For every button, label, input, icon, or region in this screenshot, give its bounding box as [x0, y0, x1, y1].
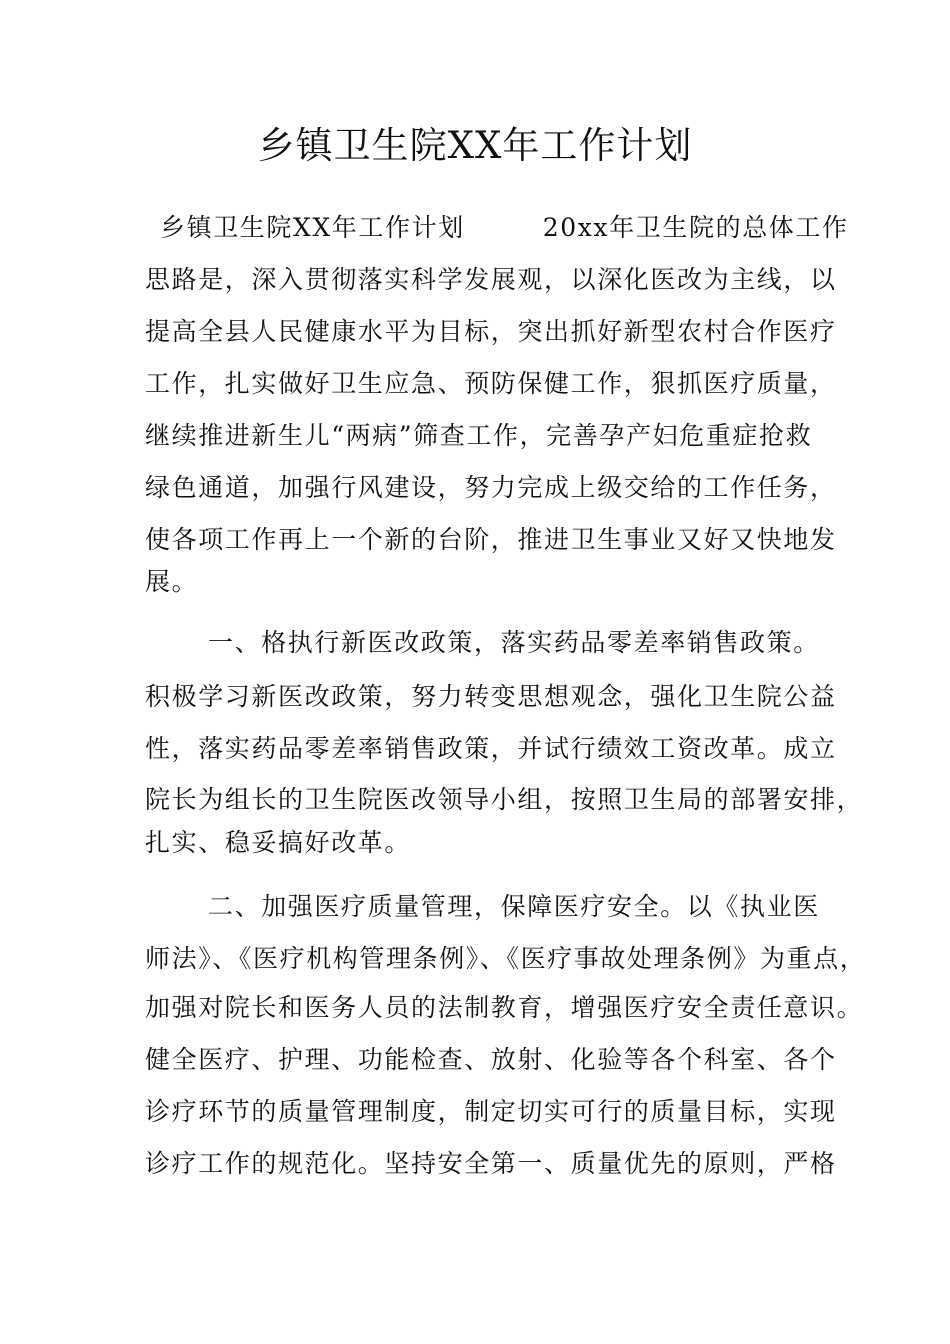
- intro-first-line-rest: 20xx年卫生院的总体工作: [542, 213, 849, 242]
- intro-line-2: 思路是，深入贯彻落实科学发展观，以深化医改为主线，以: [145, 265, 837, 294]
- intro-line-3: 提高全县人民健康水平为目标，突出抓好新型农村合作医疗: [145, 317, 837, 346]
- section2-heading-line: 二、加强医疗质量管理，保障医疗安全。以《执业医: [208, 892, 820, 921]
- section2-line-3: 加强对院长和医务人员的法制教育，增强医疗安全责任意识。: [145, 993, 864, 1022]
- section2-line-4: 健全医疗、护理、功能检查、放射、化验等各个科室、各个: [145, 1045, 837, 1074]
- section2-line-2: 师法》、《医疗机构管理条例》、《医疗事故处理条例》为重点，: [145, 944, 867, 973]
- section1-line-4: 院长为组长的卫生院医改领导小组，按照卫生局的部署安排，: [145, 785, 864, 814]
- section1-line-3: 性，落实药品零差率销售政策，并试行绩效工资改革。成立: [145, 734, 837, 763]
- intro-line-5: 继续推进新生儿“两病”筛查工作，完善孕产妇危重症抢救: [145, 421, 813, 450]
- intro-line-8: 展。: [145, 567, 199, 596]
- section1-heading-line: 一、格执行新医改政策，落实药品零差率销售政策。: [208, 628, 820, 657]
- section1-line-5: 扎实、稳妥搞好改革。: [145, 828, 412, 857]
- intro-line-4: 工作，扎实做好卫生应急、预防保健工作，狠抓医疗质量，: [145, 369, 837, 398]
- intro-line-7: 使各项工作再上一个新的台阶，推进卫生事业又好又快地发: [145, 525, 837, 554]
- intro-line-6: 绿色通道，加强行风建设，努力完成上级交给的工作任务，: [145, 473, 837, 502]
- intro-lead-text: 乡镇卫生院XX年工作计划: [160, 213, 465, 242]
- document-title: 乡镇卫生院XX年工作计划: [257, 124, 693, 167]
- section2-line-5: 诊疗环节的质量管理制度，制定切实可行的质量目标，实现: [145, 1097, 837, 1126]
- intro-line-1: [160, 208, 849, 248]
- section1-line-2: 积极学习新医改政策，努力转变思想观念，强化卫生院公益: [145, 682, 837, 711]
- section2-line-6: 诊疗工作的规范化。坚持安全第一、质量优先的原则，严格: [145, 1149, 837, 1178]
